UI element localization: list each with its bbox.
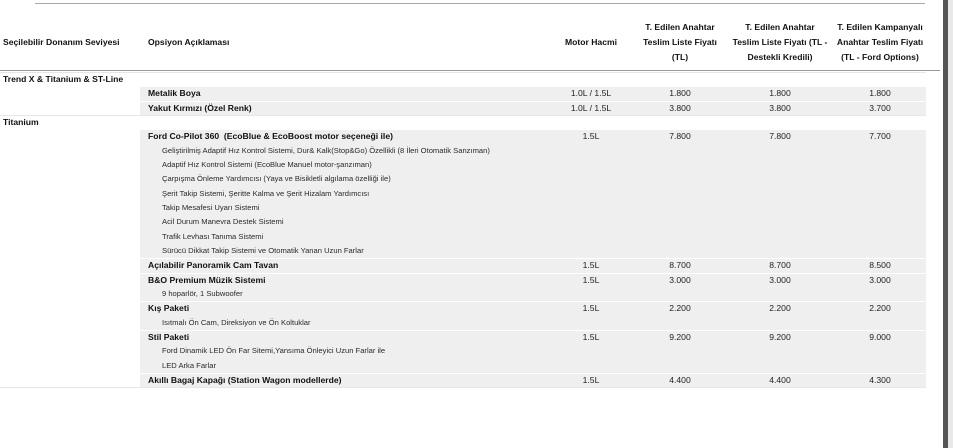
level-cell [0, 287, 140, 301]
page-edge-margin [948, 0, 953, 448]
table-bottom-divider [0, 387, 926, 388]
option-detail-row [0, 187, 926, 201]
column-header-list-price [634, 20, 726, 65]
option-detail-row [0, 316, 926, 330]
engine-size: 1.0L / 1.5L [548, 86, 634, 100]
engine-size: 1.5L [548, 301, 634, 315]
level-cell [0, 158, 140, 172]
option-detail-row [0, 172, 926, 186]
option-row-akilli-bagaj-kapagi [0, 373, 926, 387]
level-cell [0, 201, 140, 215]
option-detail: Trafik Levhası Tanıma Sistemi [140, 230, 926, 244]
credit-price: 4.400 [726, 373, 834, 387]
list-price: 3.800 [634, 101, 726, 115]
header-divider [0, 70, 940, 71]
campaign-price: 8.500 [834, 258, 926, 272]
list-price: 2.200 [634, 301, 726, 315]
list-price: 4.400 [634, 373, 726, 387]
column-header-engine [548, 20, 634, 65]
campaign-price: 9.000 [834, 330, 926, 344]
level-cell [0, 172, 140, 186]
level-cell [0, 258, 140, 272]
column-header-line: Destekli Kredili) [747, 52, 813, 62]
option-name: Metalik Boya [140, 86, 548, 100]
level-cell [0, 359, 140, 373]
column-header-line: T. Edilen Kampanyalı [837, 22, 923, 32]
option-detail: Çarpışma Önleme Yardımcısı (Yaya ve Bisikletli algılama özelliği ile) [140, 172, 926, 186]
column-header-engine-text: Motor Hacmi [564, 37, 618, 47]
option-detail-row [0, 144, 926, 158]
option-detail-row [0, 244, 926, 258]
column-header-campaign-price [834, 20, 926, 65]
option-detail-row [0, 215, 926, 229]
option-row-metalik-boya [0, 86, 926, 100]
credit-price: 2.200 [726, 301, 834, 315]
column-header-line: Teslim Liste Fiyatı [643, 37, 717, 47]
level-cell [0, 86, 140, 100]
options-table [0, 72, 926, 387]
trim-level-label: Trend X & Titanium & ST-Line [3, 74, 124, 84]
option-row-kis-paketi [0, 301, 926, 315]
credit-price: 3.800 [726, 101, 834, 115]
option-row-yakut-kirmizi [0, 101, 926, 115]
credit-price: 9.200 [726, 330, 834, 344]
level-cell [0, 101, 140, 115]
top-divider [35, 3, 925, 4]
option-name: Stil Paketi [140, 330, 548, 344]
column-header-level-text: Seçilebilir Donanım Seviyesi [3, 37, 120, 47]
option-detail-row [0, 344, 926, 358]
engine-size: 1.5L [548, 273, 634, 287]
level-cell [0, 273, 140, 287]
campaign-price: 1.800 [834, 86, 926, 100]
credit-price: 1.800 [726, 86, 834, 100]
option-detail: Acil Durum Manevra Destek Sistemi [140, 215, 926, 229]
engine-size: 1.5L [548, 258, 634, 272]
level-cell [0, 215, 140, 229]
list-price: 1.800 [634, 86, 726, 100]
column-header-line: Teslim Liste Fiyatı (TL - [732, 37, 828, 47]
level-cell [0, 144, 140, 158]
engine-size: 1.5L [548, 373, 634, 387]
campaign-price: 3.000 [834, 273, 926, 287]
column-header-line: Anahtar Teslim Fiyatı [836, 37, 924, 47]
credit-price: 7.800 [726, 129, 834, 143]
option-detail: Ford Dinamik LED Ön Far Sitemi,Yansıma Önleyici Uzun Farlar ile [140, 344, 926, 358]
list-price: 3.000 [634, 273, 726, 287]
option-name: Açılabilir Panoramik Cam Tavan [140, 258, 548, 272]
option-detail: LED Arka Farlar [140, 359, 926, 373]
level-cell [0, 316, 140, 330]
column-header-option [140, 20, 548, 65]
option-detail-row [0, 158, 926, 172]
credit-price: 8.700 [726, 258, 834, 272]
column-header-line: (TL) [671, 52, 689, 62]
option-name: B&O Premium Müzik Sistemi [140, 273, 548, 287]
column-header-line: T. Edilen Anahtar [645, 22, 715, 32]
option-detail: Isıtmalı Ön Cam, Direksiyon ve Ön Koltuklar [140, 316, 926, 330]
option-detail: Sürücü Dikkat Takip Sistemi ve Otomatik Yanan Uzun Farlar [140, 244, 926, 258]
level-cell [0, 129, 140, 143]
credit-price: 3.000 [726, 273, 834, 287]
option-detail: 9 hoparlör, 1 Subwoofer [140, 287, 926, 301]
option-row-stil-paketi [0, 330, 926, 344]
campaign-price: 3.700 [834, 101, 926, 115]
engine-size: 1.5L [548, 330, 634, 344]
option-detail: Adaptif Hız Kontrol Sistemi (EcoBlue Manuel motor-şanzıman) [140, 158, 926, 172]
table-header [0, 20, 926, 65]
level-cell [0, 187, 140, 201]
campaign-price: 7.700 [834, 129, 926, 143]
option-detail: Takip Mesafesi Uyarı Sistemi [140, 201, 926, 215]
campaign-price: 2.200 [834, 301, 926, 315]
option-row-co-pilot-360 [0, 129, 926, 143]
engine-size: 1.0L / 1.5L [548, 101, 634, 115]
option-row-panoramik-cam-tavan [0, 258, 926, 272]
option-detail: Şerit Takip Sistemi, Şeritte Kalma ve Şerit Hizalam Yardımcısı [140, 187, 926, 201]
option-name: Akıllı Bagaj Kapağı (Station Wagon modellerde) [140, 373, 548, 387]
level-cell [0, 373, 140, 387]
option-detail-row [0, 287, 926, 301]
list-price: 8.700 [634, 258, 726, 272]
column-header-line: (TL - Ford Options) [841, 52, 919, 62]
level-cell [0, 244, 140, 258]
column-header-line: T. Edilen Anahtar [745, 22, 815, 32]
column-header-option-text: Opsiyon Açıklaması [148, 37, 230, 47]
level-cell [0, 344, 140, 358]
option-name: Kış Paketi [140, 301, 548, 315]
option-name: Ford Co-Pilot 360 (EcoBlue & EcoBoost motor seçeneği ile) [140, 129, 548, 143]
engine-size: 1.5L [548, 129, 634, 143]
option-detail-row [0, 201, 926, 215]
trim-level-row [0, 72, 926, 86]
list-price: 7.800 [634, 129, 726, 143]
trim-level-row [0, 115, 926, 129]
column-header-credit-price [726, 20, 834, 65]
option-detail: Geliştirilmiş Adaptif Hız Kontrol Sistemi, Dur& Kalk(Stop&Go) Özellikli (8 İleri Otomatik Sanzıman) [140, 144, 926, 158]
level-cell [0, 301, 140, 315]
column-header-level [0, 20, 140, 65]
option-name: Yakut Kırmızı (Özel Renk) [140, 101, 548, 115]
trim-level-label: Titanium [3, 116, 39, 127]
campaign-price: 4.300 [834, 373, 926, 387]
level-cell [0, 230, 140, 244]
level-cell [0, 330, 140, 344]
list-price: 9.200 [634, 330, 726, 344]
option-detail-row [0, 230, 926, 244]
option-detail-row [0, 359, 926, 373]
option-row-bo-muzik [0, 273, 926, 287]
